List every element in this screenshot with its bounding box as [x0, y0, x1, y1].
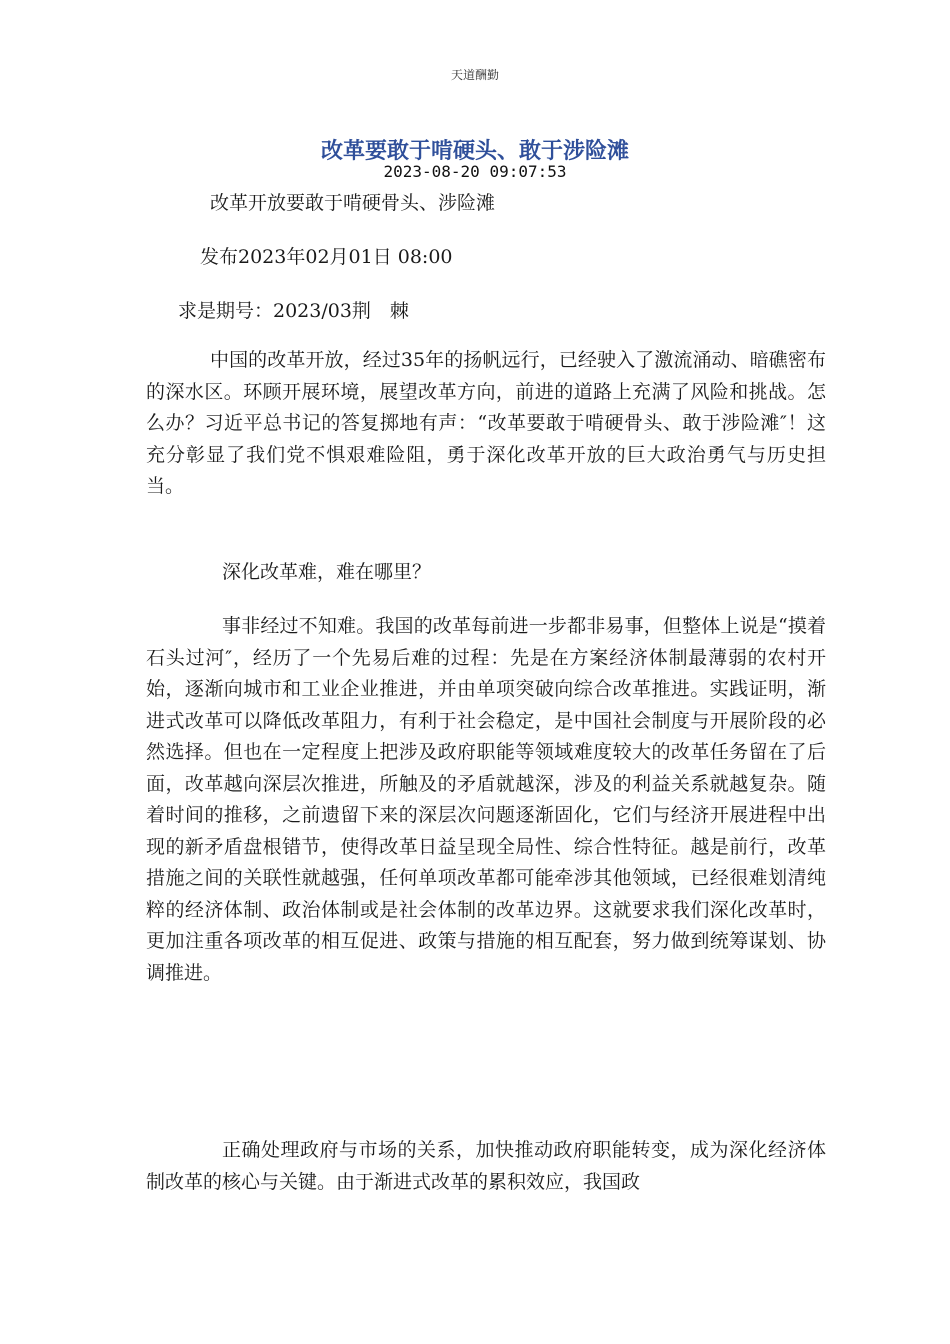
publish-date: 发布2023年02月01日 08:00 — [200, 246, 453, 268]
paragraph-1: 中国的改革开放，经过35年的扬帆远行，已经驶入了激流涌动、暗礁密布的深水区。环顾开展环境，展望改革方向，前进的道路上充满了风险和挑战。怎么办？习近平总书记的答复掷地有声：“改革要敢于啃硬骨头、敢于涉险滩″！这充分彰显了我们党不惧艰难险阻，勇于深化改革开放的巨大政治勇气与历史担当。 — [146, 349, 826, 497]
paragraph-2: 深化改革难，难在哪里？ — [222, 561, 432, 583]
page-header: 天道酬勤 — [450, 68, 499, 82]
source-issue: 求是期号：2023/03荆 棘 — [178, 300, 409, 322]
paragraph-3: 事非经过不知难。我国的改革每前进一步都非易事，但整体上说是“摸着石头过河″，经历了一个先易后难的过程：先是在方案经济体制最薄弱的农村开始，逐渐向城市和工业企业推进，并由单项突破向综合改革推进。实践证明，渐进式改革可以降低改革阻力，有利于社会稳定，是中国社会制度与开展阶段的必然选择。但也在一定程度上把涉及政府职能等领域难度较大的改革任务留在了后面，改革越向深层次推进，所触及的矛盾就越深，涉及的利益关系就越复杂。随着时间的推移，之前遗留下来的深层次问题逐渐固化，它们与经济开展进程中出现的新矛盾盘根错节，使得改革日益呈现全局性、综合性特征。越是前行，改革措施之间的关联性就越强，任何单项改革都可能牵涉其他领域，已经很难划清纯粹的经济体制、政治体制或是社会体制的改革边界。这就要求我们深化改革时，更加注重各项改革的相互促进、政策与措施的相互配套，努力做到统筹谋划、协调推进。 — [146, 615, 826, 984]
paragraph-4: 正确处理政府与市场的关系，加快推动政府职能转变，成为深化经济体制改革的核心与关键。由于渐进式改革的累积效应，我国政 — [146, 1139, 826, 1193]
article-timestamp: 2023-08-20 09:07:53 — [383, 162, 567, 181]
article-subtitle: 改革开放要敢于啃硬骨头、涉险滩 — [210, 192, 496, 214]
article-title: 改革要敢于啃硬头、敢于涉险滩 — [320, 139, 629, 164]
